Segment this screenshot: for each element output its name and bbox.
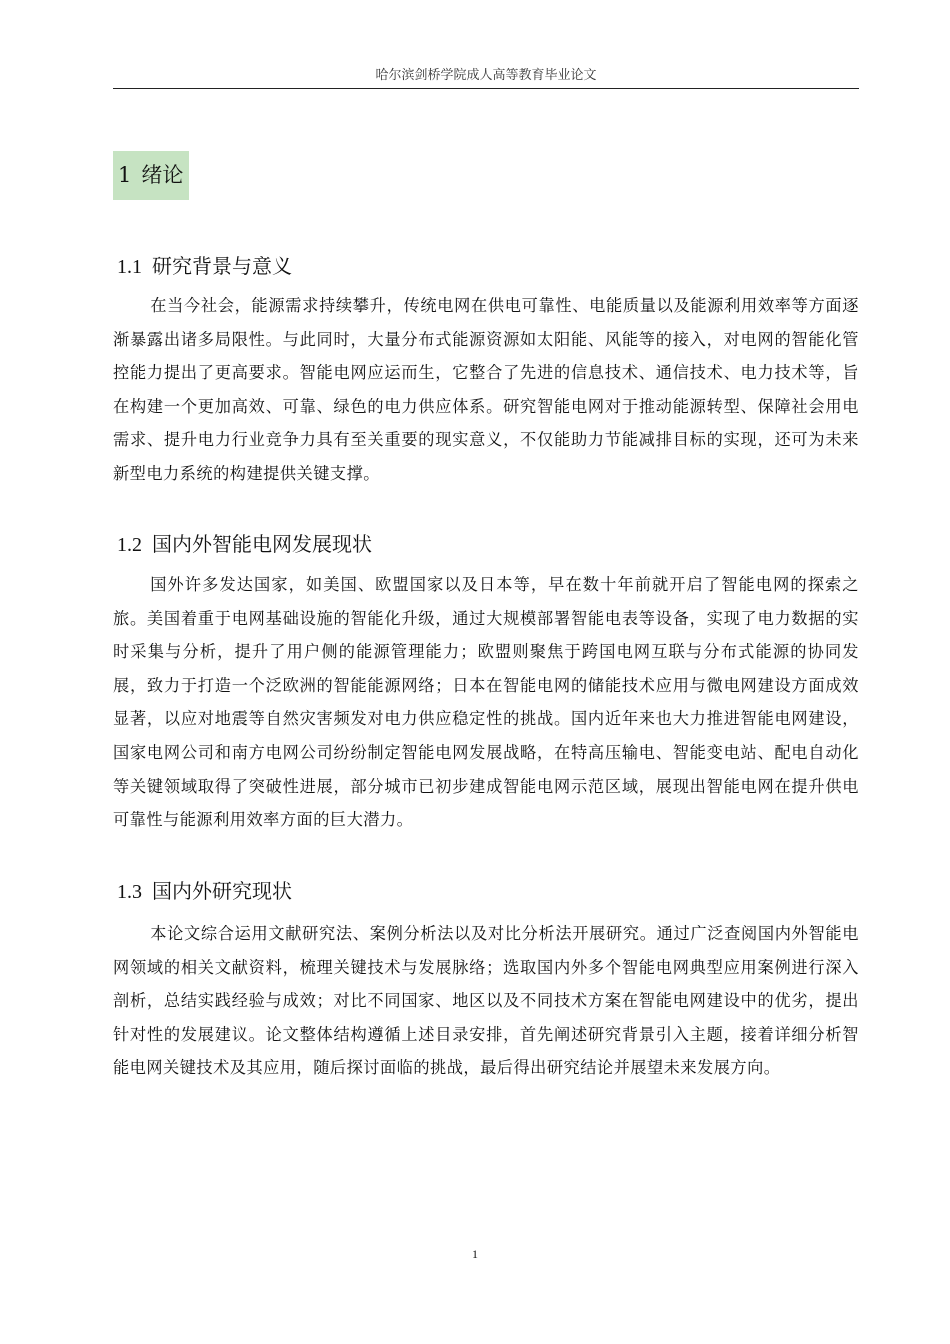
chapter-title-text: 绪论 (141, 163, 184, 187)
section-heading-1-3 (117, 878, 292, 905)
page-number: 1 (472, 1247, 478, 1261)
section-title-text: 国内外研究现状 (152, 879, 292, 903)
section-title-text: 国内外智能电网发展现状 (152, 532, 372, 556)
section-heading-1-1 (117, 253, 292, 280)
running-header: 哈尔滨剑桥学院成人高等教育毕业论文 (375, 68, 597, 83)
section-paragraph-1-1: 在当今社会，能源需求持续攀升，传统电网在供电可靠性、电能质量以及能源利用效率等方面逐渐暴露出诸多局限性。与此同时，大量分布式能源资源如太阳能、风能等的接入，对电网的智能化管控能力提出了更高要求。智能电网应运而生，它整合了先进的信息技术、通信技术、电力技术等，旨在构建一个更加高效、可靠、绿色的电力供应体系。研究智能电网对于推动能源转型、保障社会用电需求、提升电力行业竞争力具有至关重要的现实意义，不仅能助力节能减排目标的实现，还可为未来新型电力系统的构建提供关键支撑。 (113, 296, 859, 483)
section-title-text: 研究背景与意义 (152, 254, 292, 278)
chapter-number: 1 (118, 163, 132, 187)
section-number: 1.3 (117, 881, 142, 903)
section-number: 1.2 (117, 534, 142, 556)
section-paragraph-1-3: 本论文综合运用文献研究法、案例分析法以及对比分析法开展研究。通过广泛查阅国内外智能电网领域的相关文献资料，梳理关键技术与发展脉络；选取国内外多个智能电网典型应用案例进行深入剖析，总结实践经验与成效；对比不同国家、地区以及不同技术方案在智能电网建设中的优劣，提出针对性的发展建议。论文整体结构遵循上述目录安排，首先阐述研究背景引入主题，接着详细分析智能电网关键技术及其应用，随后探讨面临的挑战，最后得出研究结论并展望未来发展方向。 (113, 924, 859, 1078)
chapter-heading (113, 151, 189, 200)
section-number: 1.1 (117, 256, 142, 278)
header-rule (113, 88, 859, 89)
section-paragraph-1-2: 国外许多发达国家，如美国、欧盟国家以及日本等，早在数十年前就开启了智能电网的探索之旅。美国着重于电网基础设施的智能化升级，通过大规模部署智能电表等设备，实现了电力数据的实时采集与分析，提升了用户侧的能源管理能力；欧盟则聚焦于跨国电网互联与分布式能源的协同发展，致力于打造一个泛欧洲的智能能源网络；日本在智能电网的储能技术应用与微电网建设方面成效显著，以应对地震等自然灾害频发对电力供应稳定性的挑战。国内近年来也大力推进智能电网建设，国家电网公司和南方电网公司纷纷制定智能电网发展战略，在特高压输电、智能变电站、配电自动化等关键领域取得了突破性进展，部分城市已初步建成智能电网示范区域，展现出智能电网在提升供电可靠性与能源利用效率方面的巨大潜力。 (113, 575, 859, 830)
section-heading-1-2 (117, 531, 372, 558)
